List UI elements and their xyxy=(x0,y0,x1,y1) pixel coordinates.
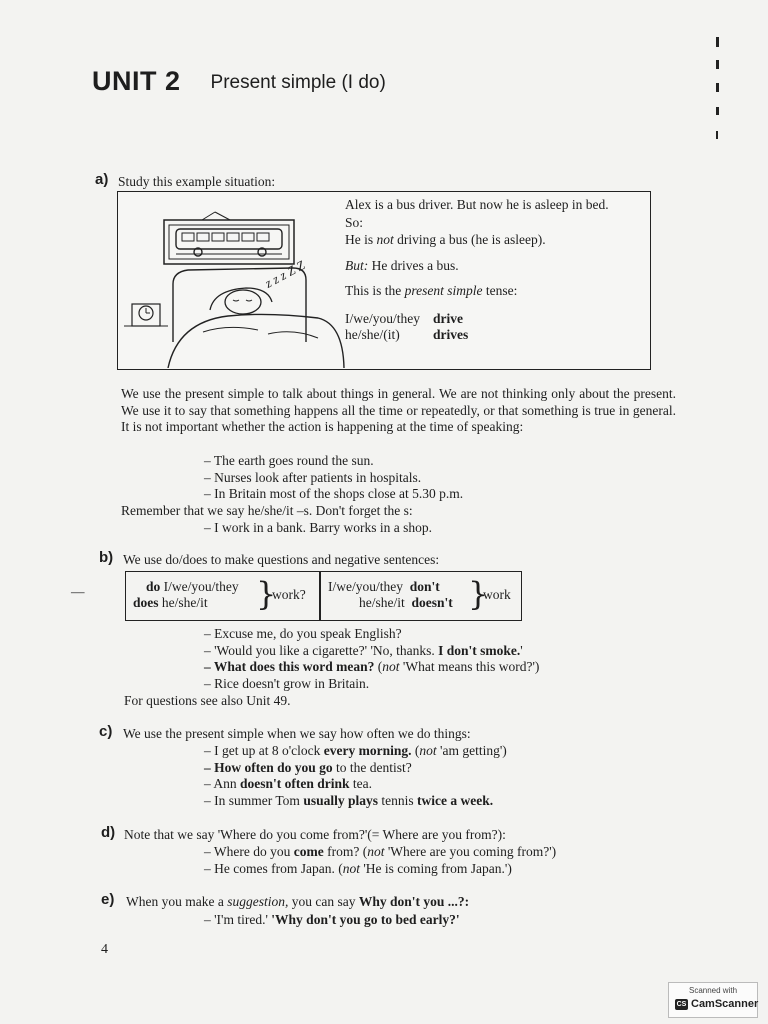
scene-line: So: xyxy=(345,214,364,230)
margin-mark xyxy=(716,37,719,47)
conjugation-verb: drives xyxy=(433,326,469,342)
camscanner-logo-icon: CS xyxy=(676,1001,687,1008)
unit-heading xyxy=(92,66,386,97)
example-line: – Excuse me, do you speak English? xyxy=(204,626,402,641)
example-line xyxy=(204,776,507,793)
example-span: ( xyxy=(374,659,383,675)
question-aux: do xyxy=(146,579,161,594)
section-c-letter: c) xyxy=(99,723,113,740)
example-span: to the dentist? xyxy=(332,759,412,775)
example-span: – 'Would you like a cigarette?' 'No, thanks. xyxy=(204,642,439,658)
section-a-explanation: We use the present simple to talk about things in general. We are not thinking only about the present. We use it to say that something happens all the time or repeatedly, or that something is true in general. It is not important whether the action is happening at the time of speaking: xyxy=(121,386,676,434)
example-bold: come xyxy=(293,844,324,859)
example-span: – He comes from Japan. ( xyxy=(204,860,343,876)
negative-subject: he/she/it xyxy=(359,595,405,610)
example-span: – Ann xyxy=(204,776,241,792)
example-span: 'He is coming from Japan.') xyxy=(359,860,512,876)
section-b-intro: We use do/does to make questions and negative sentences: xyxy=(123,552,440,567)
negative-aux: doesn't xyxy=(411,595,453,610)
conjugation-subject: he/she/(it) xyxy=(345,326,400,342)
section-b-see-also: For questions see also Unit 49. xyxy=(124,693,291,708)
section-c-examples xyxy=(204,743,507,809)
example-span: ' xyxy=(520,642,523,658)
section-b-examples xyxy=(204,626,539,692)
scene-text-span: He is xyxy=(345,232,377,247)
watermark-caption: Scanned with xyxy=(688,986,738,995)
example-line: – Rice doesn't grow in Britain. xyxy=(204,675,370,691)
question-verb: work? xyxy=(272,587,306,602)
example-span: from? ( xyxy=(323,844,368,859)
negative-verb: work xyxy=(483,587,511,602)
scene-text-emphasis: present simple xyxy=(404,283,483,298)
example-span: 'Where are you coming from?') xyxy=(384,844,557,859)
question-subject: I/we/you/they xyxy=(163,579,239,594)
example-span: – In summer Tom xyxy=(204,792,304,808)
negative-aux: don't xyxy=(409,579,440,594)
margin-mark xyxy=(716,60,719,69)
negative-row-2 xyxy=(359,594,453,611)
unit-subtitle: Present simple (I do) xyxy=(210,72,386,93)
scene-line xyxy=(345,257,609,275)
intro-emphasis: suggestion, xyxy=(227,894,289,909)
example-span: 'am getting') xyxy=(436,743,507,758)
watermark-brand: CamScanner xyxy=(691,998,759,1010)
negative-subject: I/we/you/they xyxy=(328,579,403,594)
example-bold: – How often do you go xyxy=(204,759,333,775)
conjugation-verb: drive xyxy=(433,310,463,326)
margin-dash: — xyxy=(71,584,85,599)
example-line: – Nurses look after patients in hospitals. xyxy=(204,469,422,485)
example-line: – In Britain most of the shops close at 5.30 p.m. xyxy=(204,486,464,502)
scene-text-span: This is the xyxy=(345,283,405,298)
example-bold: every morning. xyxy=(323,743,412,758)
section-d-letter: d) xyxy=(101,824,116,841)
section-d-examples xyxy=(204,844,556,877)
brace: } xyxy=(468,575,489,613)
section-c-intro: We use the present simple when we say how often we do things: xyxy=(123,726,471,741)
example-span: tea. xyxy=(349,776,373,792)
section-a-intro: Study this example situation: xyxy=(118,174,276,189)
tense-conjugation xyxy=(345,310,609,342)
example-line xyxy=(204,643,539,660)
scene-description xyxy=(345,196,609,342)
conjugation-subject: I/we/you/they xyxy=(345,310,420,326)
example-line: – The earth goes round the sun. xyxy=(204,453,374,468)
example-span: – 'I'm tired.' xyxy=(204,912,272,927)
scene-text-emphasis: not xyxy=(376,232,394,247)
question-row-1 xyxy=(146,578,239,595)
section-b-letter: b) xyxy=(99,549,114,566)
example-line xyxy=(204,861,556,878)
example-bold: 'Why don't you go to bed early?' xyxy=(271,912,460,927)
example-bold: twice a week. xyxy=(416,792,494,808)
scene-line: Alex is a bus driver. But now he is asleep in bed. xyxy=(345,197,609,212)
scene-line xyxy=(345,282,609,300)
camscanner-watermark xyxy=(668,982,758,1018)
unit-title: UNIT 2 xyxy=(92,66,181,96)
section-e-intro xyxy=(126,893,469,910)
example-emphasis: not xyxy=(419,743,437,758)
example-bold: usually plays xyxy=(303,792,378,808)
question-aux: does xyxy=(133,595,159,610)
section-e-letter: e) xyxy=(101,891,115,908)
example-line xyxy=(204,743,507,760)
example-span: – I get up at 8 o'clock xyxy=(204,743,324,758)
question-row-2 xyxy=(133,594,208,611)
table-divider xyxy=(319,572,321,620)
section-a-letter: a) xyxy=(95,171,109,188)
example-emphasis: not xyxy=(342,860,360,876)
intro-bold: Why don't you ...?: xyxy=(358,894,470,909)
section-d-intro: Note that we say 'Where do you come from?'(= Where are you from?): xyxy=(124,827,506,842)
question-subject: he/she/it xyxy=(161,595,208,610)
example-bold: I don't smoke. xyxy=(438,642,521,658)
do-does-table xyxy=(125,571,522,621)
example-span: tennis xyxy=(377,792,417,808)
section-a-remember: Remember that we say he/she/it –s. Don't forget the s: xyxy=(121,503,413,518)
scene-text-span: tense: xyxy=(482,283,518,298)
margin-mark xyxy=(716,131,718,139)
conjugation-row xyxy=(345,310,609,326)
example-line xyxy=(204,844,556,861)
example-span: 'What means this word?') xyxy=(399,659,540,675)
example-emphasis: not xyxy=(367,844,385,859)
example-emphasis: not xyxy=(382,659,400,675)
scene-text-emphasis: But: xyxy=(345,257,369,273)
example-span: ( xyxy=(411,743,420,758)
page-number: 4 xyxy=(101,942,108,957)
scene-line xyxy=(345,231,609,249)
example-line xyxy=(204,659,539,676)
intro-span: you can say xyxy=(288,894,359,909)
brace: } xyxy=(256,575,277,613)
example-bold: – What does this word mean? xyxy=(204,659,375,675)
section-e-example xyxy=(204,911,460,928)
negative-row-1 xyxy=(328,578,440,595)
intro-span: When you make a xyxy=(126,894,228,909)
scene-text-span: driving a bus (he is asleep). xyxy=(393,232,546,247)
scene-text-span: He drives a bus. xyxy=(368,257,459,273)
margin-mark xyxy=(716,107,719,115)
snore-z: z z z Z Z xyxy=(262,257,308,291)
section-a-examples xyxy=(204,453,463,503)
example-line xyxy=(204,760,507,777)
example-span: – Where do you xyxy=(204,844,294,859)
section-a-remember-example: – I work in a bank. Barry works in a shop. xyxy=(204,520,432,535)
margin-mark xyxy=(716,83,719,92)
conjugation-row xyxy=(345,326,609,342)
example-bold: doesn't often drink xyxy=(240,776,350,792)
example-line xyxy=(204,793,507,810)
